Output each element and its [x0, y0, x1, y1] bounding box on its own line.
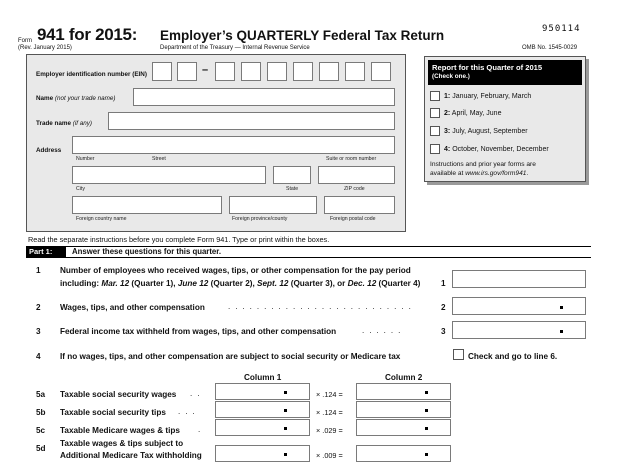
line-5a-column-1-field[interactable]	[215, 383, 310, 400]
form-word: Form	[18, 38, 32, 44]
quarter-4-label: 4: October, November, December	[444, 146, 549, 153]
state-caption: State	[286, 186, 299, 192]
zip-caption: ZIP code	[344, 186, 365, 192]
trade-name-field[interactable]	[108, 112, 395, 130]
line-5d-column-1-field[interactable]	[215, 445, 310, 462]
name-label: Name (not your trade name)	[36, 95, 116, 102]
city-caption: City	[76, 186, 85, 192]
line-1-number: 1	[36, 266, 41, 275]
foreign-postal-field[interactable]	[324, 196, 395, 214]
line-1-employees-field[interactable]	[452, 270, 586, 288]
address-label: Address	[36, 147, 62, 154]
line-5c-multiplier: × .029 =	[316, 426, 343, 435]
line-2-wages-field[interactable]	[452, 297, 586, 315]
column-1-header: Column 1	[244, 373, 282, 382]
name-field[interactable]	[133, 88, 395, 106]
line-5c-column-1-field[interactable]	[215, 419, 310, 436]
quarter-3-label: 3: July, August, September	[444, 128, 528, 135]
line-4-text: If no wages, tips, and other compensation are subject to social security or Medicare tax	[60, 352, 401, 361]
line-5c-column-2-field[interactable]	[356, 419, 451, 436]
zip-field[interactable]	[318, 166, 395, 184]
line-1-text-b: including: Mar. 12 (Quarter 1), June 12 (Quarter 2), Sept. 12 (Quarter 3), or Dec. 12 (Quarter 4)	[60, 279, 421, 288]
ein-digit-3[interactable]	[215, 62, 235, 81]
part1-label: Part 1:	[26, 247, 66, 257]
instructions-text: Read the separate instructions before you complete Form 941. Type or print within the boxes.	[28, 235, 330, 244]
ein-digit-7[interactable]	[319, 62, 339, 81]
line-2-text: Wages, tips, and other compensation	[60, 303, 205, 312]
line-5c-leader: .	[198, 425, 206, 434]
ein-digit-1[interactable]	[152, 62, 172, 81]
quarter-title: Report for this Quarter of 2015	[432, 63, 543, 72]
trade-name-label: Trade name (if any)	[36, 120, 92, 127]
revision-date: (Rev. January 2015)	[18, 45, 72, 51]
state-field[interactable]	[273, 166, 311, 184]
line-2-number: 2	[36, 303, 41, 312]
ein-digit-6[interactable]	[293, 62, 313, 81]
ein-digit-8[interactable]	[345, 62, 365, 81]
line-3-leader: ......	[362, 326, 406, 335]
line-5c-number: 5c	[36, 426, 46, 435]
line-5b-multiplier: × .124 =	[316, 408, 343, 417]
form-main-title: Employer’s QUARTERLY Federal Tax Return	[160, 28, 445, 43]
line-5a-text: Taxable social security wages	[60, 390, 177, 399]
line-5b-column-1-field[interactable]	[215, 401, 310, 418]
line-4-number: 4	[36, 352, 41, 361]
quarter-2-checkbox[interactable]	[430, 108, 440, 118]
line-5d-number: 5d	[36, 444, 46, 453]
department-line: Department of the Treasury — Internal Revenue Service	[160, 45, 310, 51]
line-5c-text: Taxable Medicare wages & tips	[60, 426, 180, 435]
line-5d-column-2-field[interactable]	[356, 445, 451, 462]
irs-form941-link[interactable]: www.irs.gov/form941	[465, 169, 527, 177]
line-5d-text-b: Additional Medicare Tax withholding	[60, 451, 202, 460]
line-3-withheld-field[interactable]	[452, 321, 586, 339]
part1-title: Answer these questions for this quarter.	[72, 247, 222, 256]
ein-digit-9[interactable]	[371, 62, 391, 81]
quarter-1-checkbox[interactable]	[430, 91, 440, 101]
omb-number: OMB No. 1545-0029	[522, 45, 578, 51]
foreign-province-caption: Foreign province/county	[232, 216, 288, 222]
suite-caption: Suite or room number	[326, 156, 377, 162]
quarter-note: Instructions and prior year forms are available at www.irs.gov/form941.	[430, 161, 536, 177]
line-5b-leader: ...	[178, 407, 200, 416]
line-2-leader: ..........................	[228, 302, 416, 311]
line-5a-column-2-field[interactable]	[356, 383, 451, 400]
street-address-field[interactable]	[72, 136, 395, 154]
line-5b-column-2-field[interactable]	[356, 401, 451, 418]
line-2-box-label: 2	[441, 303, 446, 312]
ein-digit-4[interactable]	[241, 62, 261, 81]
line-5b-text: Taxable social security tips	[60, 408, 166, 417]
foreign-country-field[interactable]	[72, 196, 222, 214]
number-caption: Number	[76, 156, 95, 162]
line-1-box-label: 1	[441, 279, 446, 288]
ein-digit-2[interactable]	[177, 62, 197, 81]
form-code: 950114	[542, 24, 581, 34]
quarter-2-label: 2: April, May, June	[444, 110, 502, 117]
line-5a-leader: ..	[190, 389, 205, 398]
quarter-4-checkbox[interactable]	[430, 144, 440, 154]
quarter-subtitle: (Check one.)	[432, 73, 470, 80]
line-5a-number: 5a	[36, 390, 46, 399]
ein-label: Employer identification number (EIN)	[36, 71, 147, 78]
quarter-1-label: 1: January, February, March	[444, 93, 532, 100]
line-5a-multiplier: × .124 =	[316, 390, 343, 399]
ein-dash: –	[202, 64, 209, 76]
foreign-postal-caption: Foreign postal code	[330, 216, 376, 222]
line-4-check-label: Check and go to line 6.	[468, 352, 558, 361]
line-1-text-a: Number of employees who received wages, tips, or other compensation for the pay period	[60, 266, 411, 275]
line-3-text: Federal income tax withheld from wages, tips, and other compensation	[60, 327, 337, 336]
line-3-box-label: 3	[441, 327, 446, 336]
quarter-header	[428, 60, 582, 85]
line-3-number: 3	[36, 327, 41, 336]
ein-digit-5[interactable]	[267, 62, 287, 81]
street-caption: Street	[152, 156, 166, 162]
foreign-country-caption: Foreign country name	[76, 216, 127, 222]
line-5d-multiplier: × .009 =	[316, 451, 343, 460]
column-2-header: Column 2	[385, 373, 423, 382]
quarter-3-checkbox[interactable]	[430, 126, 440, 136]
form-title: 941 for 2015:	[37, 25, 138, 44]
line-4-checkbox[interactable]	[453, 349, 464, 360]
foreign-province-field[interactable]	[229, 196, 317, 214]
line-5d-text-a: Taxable wages & tips subject to	[60, 439, 184, 448]
city-field[interactable]	[72, 166, 266, 184]
line-5b-number: 5b	[36, 408, 46, 417]
